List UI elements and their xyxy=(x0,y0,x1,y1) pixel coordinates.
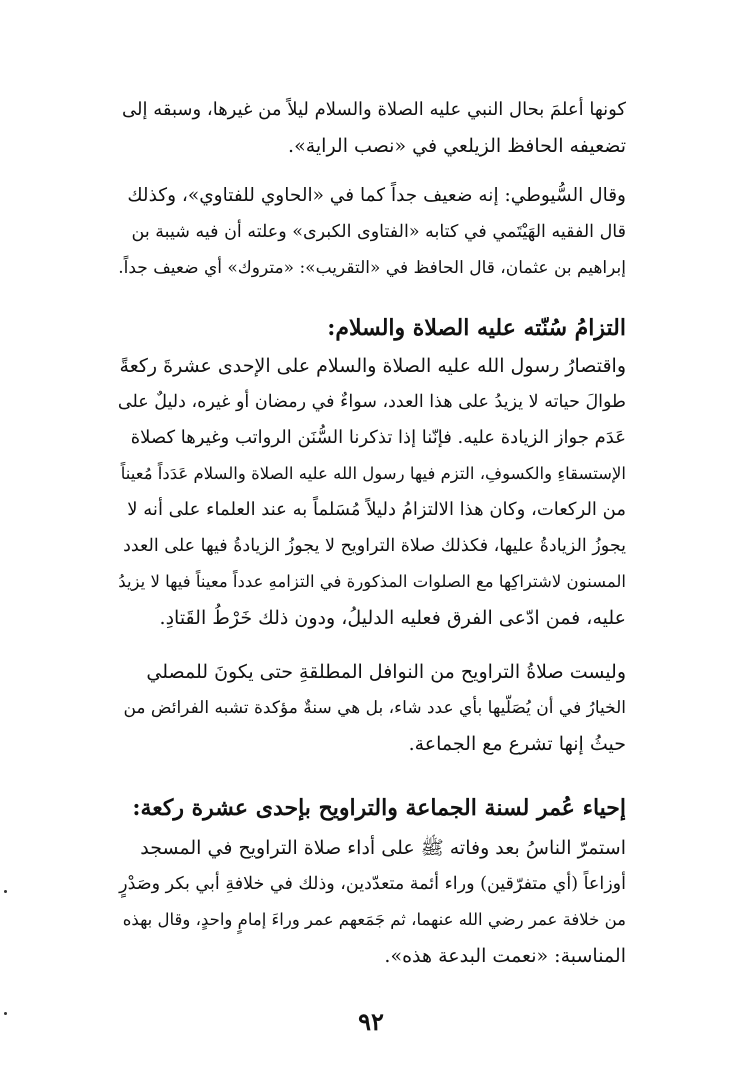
paragraph-section1-1 xyxy=(118,348,626,636)
text-line: حيثُ إنها تشرع مع الجماعة. xyxy=(408,733,626,755)
text-line: استمرّ الناسُ بعد وفاته ﷺ على أداء صلاة التراويح في المسجد xyxy=(140,837,626,859)
text-line: الخيارُ في أن يُصَلّيها بأي عدد شاء، بل هي سنةٌ مؤكدة تشبه الفرائض من xyxy=(123,698,626,718)
text-line: تضعيفه الحافظ الزيلعي في «نصب الراية». xyxy=(288,135,626,157)
text-line: واقتصارُ رسول الله عليه الصلاة والسلام على الإحدى عشرةَ ركعةً xyxy=(119,355,626,377)
text-line: إبراهيم بن عثمان، قال الحافظ في «التقريب»: «متروك» أي ضعيف جداً. xyxy=(118,258,626,278)
text-line: المناسبة: «نعمت البدعة هذه». xyxy=(384,945,626,967)
paragraph-intro-2 xyxy=(118,178,626,286)
text-line: المسنون لاشتراكِها مع الصلوات المذكورة في التزامهِ عدداً معيناً فيها لا يزيدُ xyxy=(118,572,626,591)
text-line: كونها أعلمَ بحال النبي عليه الصلاة والسلام ليلاً من غيرها، وسبقه إلى xyxy=(122,99,626,120)
text-line: من الركعات، وكان هذا الالتزامُ دليلاً مُسَلماً به عند العلماء على أنه لا xyxy=(127,499,626,520)
text-line: الإستسقاءِ والكسوفِ، التزم فيها رسول الله عليه الصلاة والسلام عَدَداً مُعيناً xyxy=(120,464,626,483)
scan-speck xyxy=(4,1012,7,1015)
page-number: ٩٢ xyxy=(358,1007,384,1036)
text-line: قال الفقيه الهَيْتَمي في كتابه «الفتاوى الكبرى» وعلته أن فيه شيبة بن xyxy=(131,222,626,242)
text-line: عليه، فمن ادّعى الفرق فعليه الدليلُ، ودون ذلك خَرْطُ القَتادِ. xyxy=(159,607,626,629)
text-line: أوزاعاً (أي متفرّقين) وراء أئمة متعدّدين، وذلك في خلافةِ أبي بكر وصَدْرٍ xyxy=(119,874,626,894)
section-heading-1: التزامُ سُنّته عليه الصلاة والسلام: xyxy=(327,315,626,341)
paragraph-section2-1 xyxy=(118,830,626,974)
text-line: يجوزُ الزيادةُ عليها، فكذلك صلاة التراويح لا يجوزُ الزيادةُ فيها على العدد xyxy=(123,536,626,556)
scan-speck xyxy=(4,890,7,893)
paragraph-intro-1 xyxy=(118,92,626,164)
text-line: طوالَ حياته لا يزيدُ على هذا العدد، سواءٌ في رمضان أو غيره، دليلٌ على xyxy=(118,392,626,412)
text-line: من خلافة عمر رضي الله عنهما، ثم جَمَعهم عمر وراءَ إمامٍ واحدٍ، وقال بهذه xyxy=(122,910,626,929)
text-line: عَدَم جواز الزيادة عليه. فإنّنا إذا تذكرنا السُّنَن الرواتب وغيرها كصلاة xyxy=(130,427,626,448)
paragraph-section1-2 xyxy=(118,654,626,762)
section-heading-2: إحياء عُمر لسنة الجماعة والتراويح بإحدى عشرة ركعة: xyxy=(132,795,626,821)
text-line: وقال السُّيوطي: إنه ضعيف جداً كما في «الحاوي للفتاوي»، وكذلك xyxy=(127,185,626,206)
text-line: وليست صلاةُ التراويح من النوافل المطلقةِ حتى يكونَ للمصلي xyxy=(146,661,626,683)
